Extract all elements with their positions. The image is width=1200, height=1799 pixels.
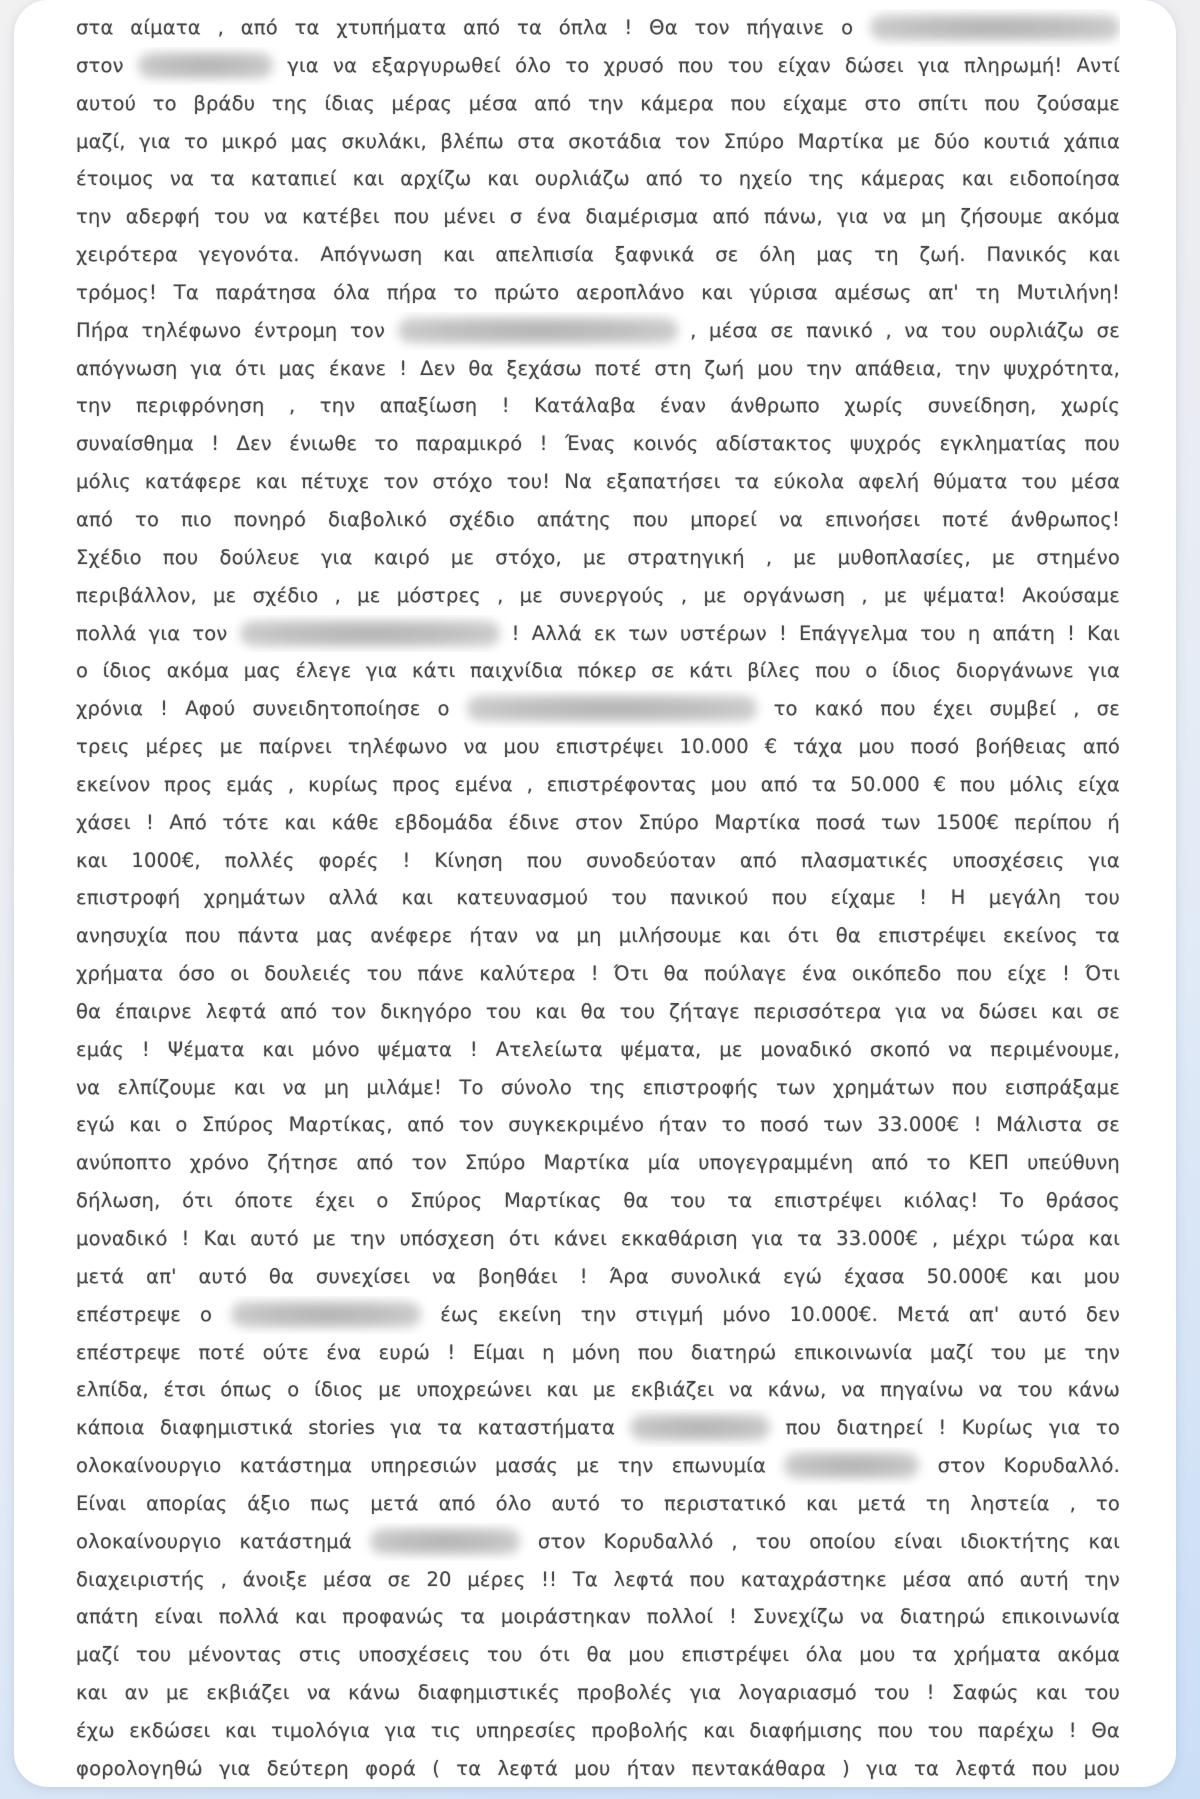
- text-segment: δήλωση, ότι όποτε έχει ο Σπύρος Μαρτίκας θα του τα επιστρέψει κιόλας! Το θράσος: [76, 1189, 1120, 1213]
- text-segment: κάποια διαφημιστικά stories για τα καταστήματα: [76, 1416, 631, 1440]
- text-line: [76, 1144, 1120, 1182]
- text-line: [76, 1334, 1120, 1372]
- text-line: [76, 236, 1120, 274]
- redacted-name-blur: [138, 52, 273, 79]
- text-segment: μαζί, για το μικρό μας σκυλάκι, βλέπω στα σκοτάδια τον Σπύρο Μαρτίκα με δύο κουτιά χάπια: [76, 129, 1120, 153]
- text-line: [76, 1258, 1120, 1296]
- text-segment: εκείνον προς εμάς , κυρίως προς εμένα , επιστρέφοντας μου από τα 50.000 € που μόλις είχα: [76, 772, 1120, 796]
- text-segment: και 1000€, πολλές φορές ! Κίνηση που συνοδεύοταν από πλασματικές υποσχέσεις για: [76, 848, 1120, 872]
- text-line: [76, 463, 1120, 501]
- text-line: [76, 879, 1120, 917]
- text-segment: στον Κορυδαλλό.: [919, 1454, 1120, 1478]
- text-line: [76, 728, 1120, 766]
- text-segment: ο ίδιος ακόμα μας έλεγε για κάτι παιχνίδια πόκερ σε κάτι βίλες που ο ίδιος διοργάνωνε για: [76, 659, 1120, 683]
- text-line: [76, 955, 1120, 993]
- text-segment: απάτη είναι πολλά και προφανώς τα μοιράστηκαν πολλοί ! Συνεχίζω να διατηρώ επικοινωνία: [76, 1605, 1120, 1629]
- text-segment: ανησυχία που πάντα μας ανέφερε ήταν να μη μιλήσουμε και ότι θα επιστρέψει εκείνος τα: [76, 924, 1120, 948]
- text-segment: έχω εκδώσει και τιμολόγια για τις υπηρεσίες προβολής και διαφήμισης που του παρέχω ! Θα: [76, 1718, 1120, 1742]
- text-line: [76, 312, 1120, 350]
- redacted-name-blur: [231, 1301, 421, 1328]
- text-segment: χρήματα όσο οι δουλειές του πάνε καλύτερα ! Ότι θα πούλαγε ένα οικόπεδο που είχε ! Ότι: [76, 962, 1120, 986]
- text-line: [76, 539, 1120, 577]
- text-line: [76, 350, 1120, 388]
- text-segment: διαχειριστής , άνοιξε μέσα σε 20 μέρες !! Τα λεφτά που καταχράστηκε μέσα από αυτή την: [76, 1567, 1120, 1591]
- text-line: [76, 85, 1120, 123]
- text-segment: πολλά για τον: [76, 621, 240, 645]
- text-line: [76, 425, 1120, 463]
- text-line: [76, 47, 1120, 85]
- text-segment: φορολογηθώ για δεύτερη φορά ( τα λεφτά μου ήταν πεντακάθαρα ) για τα λεφτά που μου: [76, 1756, 1120, 1780]
- text-segment: το κακό που έχει συμβεί , σε: [756, 697, 1120, 721]
- redacted-name-blur: [370, 1528, 520, 1555]
- text-segment: ! Αλλά εκ των υστέρων ! Επάγγελμα του η απάτη ! Και: [499, 621, 1120, 645]
- text-segment: την περιφρόνηση , την απαξίωση ! Κατάλαβα έναν άνθρωπο χωρίς συνείδηση, χωρίς: [76, 394, 1120, 418]
- text-line: [76, 1674, 1120, 1712]
- text-line: [76, 1561, 1120, 1599]
- text-line: [76, 387, 1120, 425]
- text-line: [76, 842, 1120, 880]
- text-segment: θα έπαιρνε λεφτά από τον δικηγόρο του και θα του ζήταγε περισσότερα για να δώσει και σε: [76, 999, 1120, 1023]
- text-line: [76, 160, 1120, 198]
- text-line: [76, 690, 1120, 728]
- text-segment: χρόνια ! Αφού συνειδητοποίησε ο: [76, 697, 467, 721]
- text-segment: επέστρεψε ο: [76, 1302, 232, 1326]
- text-segment: χειρότερα γεγονότα. Απόγνωση και απελπισία ξαφνικά σε όλη μας τη ζωή. Πανικός και: [76, 243, 1120, 267]
- text-segment: τρεις μέρες με παίρνει τηλέφωνο να μου επιστρέψει 10.000 € τάχα μου ποσό βοήθειας από: [76, 735, 1120, 759]
- redacted-name-blur: [467, 695, 757, 722]
- text-line: [76, 501, 1120, 539]
- text-line: [76, 993, 1120, 1031]
- text-segment: ολοκαίνουργιο κατάστημα υπηρεσιών μασάς με την επωνυμία: [76, 1454, 785, 1478]
- text-segment: να ελπίζουμε και να μη μιλάμε! Το σύνολο της επιστροφής των χρημάτων που εισπράξαμε: [76, 1075, 1120, 1099]
- text-segment: , μέσα σε πανικό , να του ουρλιάζω σε: [677, 318, 1120, 342]
- text-segment: επέστρεψε ποτέ ούτε ένα ευρώ ! Είμαι η μόνη που διατηρώ επικοινωνία μαζί του με την: [76, 1340, 1120, 1364]
- document-card: [14, 0, 1176, 1787]
- text-line: [76, 577, 1120, 615]
- text-segment: συναίσθημα ! Δεν ένιωθε το παραμικρό ! Ένας κοινός αδίστακτος ψυχρός εγκληματίας που: [76, 432, 1120, 456]
- text-line: [76, 1182, 1120, 1220]
- text-line: [76, 1598, 1120, 1636]
- text-segment: αυτού το βράδυ της ίδιας μέρας μέσα από την κάμερα που είχαμε στο σπίτι που ζούσαμε: [76, 91, 1120, 115]
- text-line: [76, 274, 1120, 312]
- text-line: [76, 1523, 1120, 1561]
- text-segment: μετά απ' αυτό θα συνεχίσει να βοηθάει ! Άρα συνολικά εγώ έχασα 50.000€ και μου: [76, 1264, 1120, 1288]
- text-line: [76, 1750, 1120, 1788]
- redacted-name-blur: [240, 620, 500, 647]
- text-segment: εγώ και ο Σπύρος Μαρτίκας, από τον συγκεκριμένο ήταν το ποσό των 33.000€ ! Μάλιστα σε: [76, 1113, 1120, 1137]
- text-line: [76, 1220, 1120, 1258]
- text-segment: στον: [76, 53, 138, 77]
- text-line: [76, 1485, 1120, 1523]
- text-line: [76, 1409, 1120, 1447]
- text-segment: τρόμος! Τα παράτησα όλα πήρα το πρώτο αεροπλάνο και γύρισα αμέσως απ' τη Μυτιλήνη!: [76, 280, 1120, 304]
- text-line: [76, 917, 1120, 955]
- document-text: [76, 9, 1120, 1788]
- text-segment: έως εκείνη την στιγμή μόνο 10.000€. Μετά απ' αυτό δεν: [421, 1302, 1120, 1326]
- redacted-name-blur: [870, 14, 1120, 41]
- text-line: [76, 1106, 1120, 1144]
- text-segment: στα αίματα , από τα χτυπήματα από τα όπλα ! Θα τον πήγαινε ο: [76, 16, 870, 39]
- text-segment: ανύποπτο χρόνο ζήτησε από τον Σπύρο Μαρτίκα μία υπογεγραμμένη από το ΚΕΠ υπεύθυνη: [76, 1151, 1120, 1175]
- text-segment: χάσει ! Από τότε και κάθε εβδομάδα έδινε στον Σπύρο Μαρτίκα ποσά των 1500€ περίπου ή: [76, 810, 1120, 834]
- text-segment: εμάς ! Ψέματα και μόνο ψέματα ! Ατελείωτα ψέματα, με μοναδικό σκοπό να περιμένουμε,: [76, 1037, 1120, 1061]
- redacted-name-blur: [784, 1452, 919, 1479]
- text-segment: ελπίδα, έτσι όπως ο ίδιος με υποχρεώνει και με εκβιάζει να κάνω, να πηγαίνω να του κάνω: [76, 1378, 1120, 1402]
- text-line: [76, 652, 1120, 690]
- text-segment: μαζί του μένοντας στις υποσχέσεις του ότι θα μου επιστρέψει όλα μου τα χρήματα ακόμα: [76, 1643, 1120, 1667]
- text-segment: μοναδικό ! Και αυτό με την υπόσχεση ότι κάνει εκκαθάριση για τα 33.000€ , μέχρι τώρα και: [76, 1227, 1120, 1250]
- text-line: [76, 615, 1120, 653]
- text-segment: που διατηρεί ! Κυρίως για το: [770, 1416, 1120, 1440]
- text-segment: και αν με εκβιάζει να κάνω διαφημιστικές προβολές για λογαριασμό του ! Σαφώς και του: [76, 1681, 1120, 1705]
- text-line: [76, 1447, 1120, 1485]
- text-line: [76, 9, 1120, 47]
- text-segment: στον Κορυδαλλό , του οποίου είναι ιδιοκτήτης και: [519, 1529, 1120, 1553]
- text-segment: μόλις κατάφερε και πέτυχε τον στόχο του! Να εξαπατήσει τα εύκολα αφελή θύματα του μέσα: [76, 470, 1120, 494]
- text-segment: Σχέδιο που δούλευε για καιρό με στόχο, με στρατηγική , με μυθοπλασίες, με στημένο: [76, 545, 1120, 569]
- text-line: [76, 1371, 1120, 1409]
- text-line: [76, 1636, 1120, 1674]
- text-line: [76, 804, 1120, 842]
- text-line: [76, 1296, 1120, 1334]
- text-line: [76, 1069, 1120, 1107]
- text-segment: την αδερφή του να κατέβει που μένει σ ένα διαμέρισμα από πάνω, για να μη ζήσουμε ακόμα: [76, 205, 1120, 229]
- text-segment: επιστροφή χρημάτων αλλά και κατευνασμού του πανικού που είχαμε ! Η μεγάλη του: [76, 886, 1120, 910]
- text-segment: ολοκαίνουργιο κατάστημά: [76, 1529, 370, 1553]
- text-line: [76, 123, 1120, 161]
- redacted-name-blur: [630, 1414, 770, 1441]
- text-segment: Είναι απορίας άξιο πως μετά από όλο αυτό το περιστατικό και μετά τη ληστεία , το: [76, 1491, 1120, 1515]
- text-segment: από το πιο πονηρό διαβολικό σχέδιο απάτης που μπορεί να επινοήσει ποτέ άνθρωπος!: [76, 507, 1120, 531]
- text-segment: περιβάλλον, με σχέδιο , με μόστρες , με συνεργούς , με οργάνωση , με ψέματα! Ακούσαμε: [76, 583, 1120, 607]
- text-segment: απόγνωση για ότι μας έκανε ! Δεν θα ξεχάσω ποτέ στη ζωή μου την απάθεια, την ψυχρότητα,: [76, 356, 1120, 380]
- text-line: [76, 1712, 1120, 1750]
- text-segment: Πήρα τηλέφωνο έντρομη τον: [76, 318, 398, 342]
- text-segment: για να εξαργυρωθεί όλο το χρυσό που του είχαν δώσει για πληρωμή! Αντί: [272, 53, 1120, 77]
- text-line: [76, 766, 1120, 804]
- text-segment: έτοιμος να τα καταπιεί και αρχίζω και ουρλιάζω από το ηχείο της κάμερας και ειδοποίησα: [76, 167, 1120, 191]
- redacted-name-blur: [398, 317, 678, 344]
- text-line: [76, 1031, 1120, 1069]
- text-line: [76, 198, 1120, 236]
